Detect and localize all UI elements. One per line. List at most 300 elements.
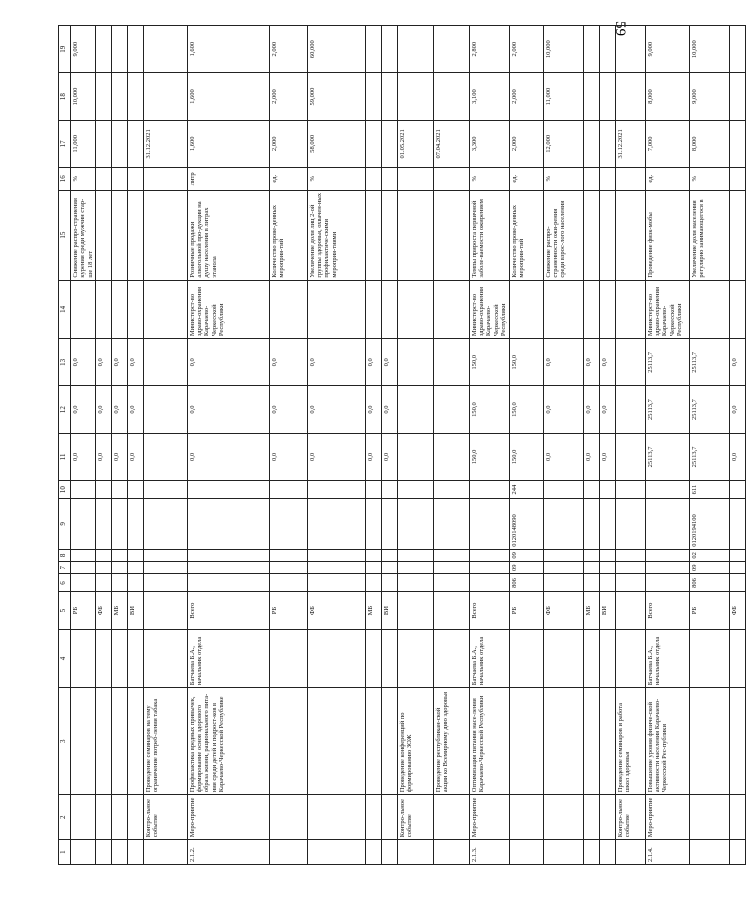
cell-col-11: 0,0 bbox=[269, 433, 307, 480]
cell-col-16 bbox=[397, 168, 433, 191]
cell-col-19: 2,000 bbox=[269, 26, 307, 73]
cell-col-19: 2,800 bbox=[469, 26, 509, 73]
cell-col-3 bbox=[381, 688, 397, 795]
column-number: 18 bbox=[59, 73, 71, 120]
cell-col-15: Снижение распро-страненности ожи-рения среди взрос-лого населения bbox=[543, 190, 583, 280]
cell-col-18: 9,000 bbox=[689, 73, 729, 120]
cell-col-18: 3,100 bbox=[469, 73, 509, 120]
table-row bbox=[381, 26, 397, 865]
cell-col-19 bbox=[143, 26, 187, 73]
cell-col-13 bbox=[397, 339, 433, 386]
cell-col-6 bbox=[71, 574, 96, 592]
cell-col-6 bbox=[599, 574, 615, 592]
cell-col-9 bbox=[187, 499, 269, 550]
cell-col-15: Количество прове-денных мероприя-тий bbox=[509, 190, 543, 280]
cell-col-6 bbox=[127, 574, 143, 592]
cell-col-16: % bbox=[543, 168, 583, 191]
cell-col-5: ФБ bbox=[729, 592, 745, 629]
cell-col-9 bbox=[615, 499, 645, 550]
table-row bbox=[365, 26, 381, 865]
cell-col-6: 806 bbox=[509, 574, 543, 592]
column-number: 7 bbox=[59, 562, 71, 574]
cell-col-1: 2.1.3. bbox=[469, 840, 509, 865]
cell-col-2: Контро-льное событие bbox=[615, 795, 645, 840]
cell-col-16 bbox=[95, 168, 111, 191]
cell-col-5: ФБ bbox=[307, 592, 365, 629]
table-row bbox=[433, 26, 469, 865]
cell-col-14: Министерст-во здраво-охранения Карачаево-Черкесской Республики bbox=[187, 280, 269, 339]
cell-col-16: % bbox=[689, 168, 729, 191]
cell-col-14 bbox=[365, 280, 381, 339]
cell-col-3 bbox=[583, 688, 599, 795]
cell-col-2 bbox=[269, 795, 307, 840]
cell-col-15: Увеличение доли лиц 2-ой группы здоровья, охвачен-ных профилактиче-скими мероприя-тиями bbox=[307, 190, 365, 280]
table-row bbox=[95, 26, 111, 865]
cell-col-3: Оптимизация питания насе-ления Карачаево-Черкесской Республики bbox=[469, 688, 509, 795]
cell-col-3 bbox=[689, 688, 729, 795]
cell-col-17 bbox=[381, 120, 397, 167]
cell-col-19: 9,000 bbox=[645, 26, 689, 73]
cell-col-18: 59,000 bbox=[307, 73, 365, 120]
cell-col-15 bbox=[615, 190, 645, 280]
cell-col-5 bbox=[143, 592, 187, 629]
cell-col-12: 25113,7 bbox=[645, 386, 689, 433]
cell-col-6 bbox=[95, 574, 111, 592]
cell-col-4 bbox=[509, 629, 543, 688]
table-row bbox=[689, 26, 729, 865]
cell-col-10 bbox=[95, 481, 111, 499]
cell-col-6 bbox=[583, 574, 599, 592]
cell-col-19 bbox=[615, 26, 645, 73]
cell-col-14 bbox=[599, 280, 615, 339]
cell-col-1: 2.1.4. bbox=[645, 840, 689, 865]
cell-col-17: 01.05.2021 bbox=[397, 120, 433, 167]
table-row bbox=[469, 26, 509, 865]
cell-col-3: Проведение конференций по формированию ЗОЖ bbox=[397, 688, 433, 795]
cell-col-13: 0,0 bbox=[111, 339, 127, 386]
cell-col-4 bbox=[729, 629, 745, 688]
cell-col-14 bbox=[543, 280, 583, 339]
cell-col-19 bbox=[729, 26, 745, 73]
cell-col-9 bbox=[433, 499, 469, 550]
cell-col-17 bbox=[95, 120, 111, 167]
cell-col-6 bbox=[615, 574, 645, 592]
cell-col-4 bbox=[127, 629, 143, 688]
cell-col-18 bbox=[95, 73, 111, 120]
cell-col-5 bbox=[615, 592, 645, 629]
cell-col-16: ед. bbox=[509, 168, 543, 191]
cell-col-6 bbox=[307, 574, 365, 592]
cell-col-9 bbox=[469, 499, 509, 550]
cell-col-19: 2,000 bbox=[509, 26, 543, 73]
cell-col-8 bbox=[143, 549, 187, 561]
cell-col-4 bbox=[365, 629, 381, 688]
cell-col-19 bbox=[583, 26, 599, 73]
cell-col-13 bbox=[615, 339, 645, 386]
cell-col-5: Всего bbox=[187, 592, 269, 629]
cell-col-4 bbox=[599, 629, 615, 688]
cell-col-4 bbox=[269, 629, 307, 688]
column-number: 19 bbox=[59, 26, 71, 73]
cell-col-4 bbox=[397, 629, 433, 688]
cell-col-16: ед. bbox=[269, 168, 307, 191]
cell-col-17 bbox=[111, 120, 127, 167]
cell-col-6 bbox=[397, 574, 433, 592]
column-number: 16 bbox=[59, 168, 71, 191]
cell-col-15: Снижение распро-странения курения среди мужчин стар-ше 18 лет bbox=[71, 190, 96, 280]
cell-col-16 bbox=[127, 168, 143, 191]
cell-col-6 bbox=[365, 574, 381, 592]
cell-col-9: 0120148090 bbox=[509, 499, 543, 550]
cell-col-3 bbox=[729, 688, 745, 795]
cell-col-2 bbox=[365, 795, 381, 840]
cell-col-2 bbox=[307, 795, 365, 840]
cell-col-7 bbox=[645, 562, 689, 574]
cell-col-19 bbox=[365, 26, 381, 73]
cell-col-18 bbox=[583, 73, 599, 120]
cell-col-9 bbox=[269, 499, 307, 550]
column-number: 15 bbox=[59, 190, 71, 280]
cell-col-7 bbox=[599, 562, 615, 574]
cell-col-16: % bbox=[469, 168, 509, 191]
table-row bbox=[729, 26, 745, 865]
cell-col-5: МБ bbox=[365, 592, 381, 629]
cell-col-18 bbox=[397, 73, 433, 120]
cell-col-11 bbox=[433, 433, 469, 480]
cell-col-11: 0,0 bbox=[71, 433, 96, 480]
cell-col-11: 0,0 bbox=[127, 433, 143, 480]
cell-col-18: 2,000 bbox=[509, 73, 543, 120]
cell-col-17 bbox=[127, 120, 143, 167]
cell-col-7 bbox=[71, 562, 96, 574]
column-number: 5 bbox=[59, 592, 71, 629]
table-row bbox=[307, 26, 365, 865]
cell-col-15 bbox=[397, 190, 433, 280]
cell-col-6: 806 bbox=[689, 574, 729, 592]
cell-col-16: % bbox=[71, 168, 96, 191]
cell-col-1 bbox=[381, 840, 397, 865]
cell-col-5: ФБ bbox=[543, 592, 583, 629]
cell-col-16 bbox=[599, 168, 615, 191]
cell-col-13: 25113,7 bbox=[645, 339, 689, 386]
cell-col-15 bbox=[729, 190, 745, 280]
cell-col-13: 0,0 bbox=[307, 339, 365, 386]
cell-col-8 bbox=[95, 549, 111, 561]
cell-col-15 bbox=[599, 190, 615, 280]
cell-col-12: 0,0 bbox=[95, 386, 111, 433]
cell-col-10 bbox=[729, 481, 745, 499]
cell-col-17 bbox=[729, 120, 745, 167]
cell-col-19: 9,000 bbox=[71, 26, 96, 73]
cell-col-17: 31.12.2021 bbox=[143, 120, 187, 167]
cell-col-14 bbox=[71, 280, 96, 339]
cell-col-14 bbox=[433, 280, 469, 339]
cell-col-10 bbox=[269, 481, 307, 499]
cell-col-19 bbox=[397, 26, 433, 73]
table-row bbox=[615, 26, 645, 865]
cell-col-1 bbox=[127, 840, 143, 865]
cell-col-12: 0,0 bbox=[543, 386, 583, 433]
cell-col-12: 0,0 bbox=[365, 386, 381, 433]
cell-col-9: 0120194100 bbox=[689, 499, 729, 550]
column-number: 8 bbox=[59, 549, 71, 561]
cell-col-3 bbox=[127, 688, 143, 795]
cell-col-15: Проведение физк-мобы bbox=[645, 190, 689, 280]
cell-col-9 bbox=[645, 499, 689, 550]
cell-col-8 bbox=[381, 549, 397, 561]
cell-col-13: 0,0 bbox=[95, 339, 111, 386]
cell-col-13: 0,0 bbox=[381, 339, 397, 386]
cell-col-12: 0,0 bbox=[729, 386, 745, 433]
cell-col-14 bbox=[397, 280, 433, 339]
cell-col-10 bbox=[365, 481, 381, 499]
cell-col-14 bbox=[509, 280, 543, 339]
cell-col-15: Темпы прироста первичной заболе-ваемости ожирением bbox=[469, 190, 509, 280]
cell-col-11 bbox=[143, 433, 187, 480]
cell-col-11: 150,0 bbox=[509, 433, 543, 480]
cell-col-15 bbox=[583, 190, 599, 280]
cell-col-10 bbox=[111, 481, 127, 499]
cell-col-6 bbox=[269, 574, 307, 592]
cell-col-10 bbox=[645, 481, 689, 499]
cell-col-5: МБ bbox=[583, 592, 599, 629]
cell-col-10: 611 bbox=[689, 481, 729, 499]
cell-col-13: 0,0 bbox=[71, 339, 96, 386]
cell-col-5: Всего bbox=[645, 592, 689, 629]
cell-col-1 bbox=[433, 840, 469, 865]
cell-col-15: Увеличение доли населения регулярно занимающегося в bbox=[689, 190, 729, 280]
cell-col-5 bbox=[433, 592, 469, 629]
cell-col-2 bbox=[583, 795, 599, 840]
cell-col-7 bbox=[469, 562, 509, 574]
cell-col-12: 0,0 bbox=[307, 386, 365, 433]
cell-col-7 bbox=[187, 562, 269, 574]
cell-col-8: 02 bbox=[689, 549, 729, 561]
cell-col-4: Батчаева Б.А., начальник отдела bbox=[187, 629, 269, 688]
cell-col-4 bbox=[71, 629, 96, 688]
cell-col-17: 07.04.2021 bbox=[433, 120, 469, 167]
cell-col-9 bbox=[583, 499, 599, 550]
table-row bbox=[599, 26, 615, 865]
cell-col-1 bbox=[509, 840, 543, 865]
cell-col-7 bbox=[583, 562, 599, 574]
cell-col-6 bbox=[433, 574, 469, 592]
cell-col-9 bbox=[729, 499, 745, 550]
cell-col-11: 0,0 bbox=[599, 433, 615, 480]
cell-col-17 bbox=[599, 120, 615, 167]
cell-col-19: 60,000 bbox=[307, 26, 365, 73]
column-number: 14 bbox=[59, 280, 71, 339]
cell-col-2 bbox=[543, 795, 583, 840]
cell-col-3 bbox=[95, 688, 111, 795]
cell-col-3: Проведение республикан-ской акции ко Всемирному дню здоровья bbox=[433, 688, 469, 795]
cell-col-7 bbox=[615, 562, 645, 574]
table-row bbox=[509, 26, 543, 865]
cell-col-5: Всего bbox=[469, 592, 509, 629]
cell-col-8 bbox=[187, 549, 269, 561]
cell-col-8 bbox=[583, 549, 599, 561]
cell-col-15 bbox=[95, 190, 111, 280]
cell-col-12: 150,0 bbox=[509, 386, 543, 433]
cell-col-14 bbox=[307, 280, 365, 339]
cell-col-10 bbox=[187, 481, 269, 499]
column-number: 9 bbox=[59, 499, 71, 550]
cell-col-16: ед. bbox=[645, 168, 689, 191]
cell-col-8 bbox=[433, 549, 469, 561]
cell-col-15 bbox=[111, 190, 127, 280]
cell-col-10 bbox=[583, 481, 599, 499]
cell-col-19 bbox=[599, 26, 615, 73]
cell-col-9 bbox=[365, 499, 381, 550]
cell-col-10: 244 bbox=[509, 481, 543, 499]
cell-col-17: 2,000 bbox=[509, 120, 543, 167]
cell-col-12: 0,0 bbox=[187, 386, 269, 433]
cell-col-13 bbox=[433, 339, 469, 386]
cell-col-10 bbox=[71, 481, 96, 499]
cell-col-7 bbox=[543, 562, 583, 574]
column-number: 3 bbox=[59, 688, 71, 795]
cell-col-9 bbox=[71, 499, 96, 550]
column-number: 17 bbox=[59, 120, 71, 167]
cell-col-5: РБ bbox=[689, 592, 729, 629]
cell-col-15 bbox=[143, 190, 187, 280]
cell-col-14 bbox=[381, 280, 397, 339]
cell-col-13: 0,0 bbox=[187, 339, 269, 386]
cell-col-16: литр bbox=[187, 168, 269, 191]
header-row bbox=[59, 26, 71, 865]
cell-col-4: Батчаева Б.А., начальник отдела bbox=[469, 629, 509, 688]
cell-col-1 bbox=[307, 840, 365, 865]
cell-col-2 bbox=[71, 795, 96, 840]
table-row bbox=[187, 26, 269, 865]
cell-col-15 bbox=[381, 190, 397, 280]
cell-col-18 bbox=[615, 73, 645, 120]
cell-col-8 bbox=[365, 549, 381, 561]
cell-col-17: 58,000 bbox=[307, 120, 365, 167]
cell-col-2: Меро-приятие bbox=[645, 795, 689, 840]
cell-col-12 bbox=[433, 386, 469, 433]
cell-col-4: Батчаева Б.А., начальник отдела bbox=[645, 629, 689, 688]
cell-col-15 bbox=[433, 190, 469, 280]
cell-col-9 bbox=[381, 499, 397, 550]
cell-col-16 bbox=[381, 168, 397, 191]
cell-col-12: 0,0 bbox=[269, 386, 307, 433]
cell-col-1 bbox=[729, 840, 745, 865]
cell-col-2 bbox=[127, 795, 143, 840]
column-number: 6 bbox=[59, 574, 71, 592]
cell-col-4 bbox=[689, 629, 729, 688]
cell-col-14 bbox=[689, 280, 729, 339]
cell-col-14 bbox=[269, 280, 307, 339]
cell-col-19 bbox=[381, 26, 397, 73]
cell-col-9 bbox=[111, 499, 127, 550]
cell-col-7 bbox=[143, 562, 187, 574]
cell-col-8 bbox=[269, 549, 307, 561]
cell-col-2 bbox=[689, 795, 729, 840]
cell-col-11: 0,0 bbox=[583, 433, 599, 480]
cell-col-8 bbox=[729, 549, 745, 561]
cell-col-9 bbox=[127, 499, 143, 550]
cell-col-8 bbox=[615, 549, 645, 561]
cell-col-3: Повышение уровня физиче-ской активности населения Карачаево-Черкесской Рес-публики bbox=[645, 688, 689, 795]
cell-col-10 bbox=[143, 481, 187, 499]
cell-col-13: 0,0 bbox=[365, 339, 381, 386]
cell-col-4 bbox=[583, 629, 599, 688]
cell-col-7 bbox=[365, 562, 381, 574]
cell-col-1 bbox=[365, 840, 381, 865]
table-row bbox=[543, 26, 583, 865]
cell-col-14 bbox=[143, 280, 187, 339]
cell-col-11: 0,0 bbox=[307, 433, 365, 480]
cell-col-4 bbox=[307, 629, 365, 688]
cell-col-1 bbox=[615, 840, 645, 865]
cell-col-15 bbox=[365, 190, 381, 280]
cell-col-14 bbox=[127, 280, 143, 339]
cell-col-10 bbox=[127, 481, 143, 499]
cell-col-10 bbox=[615, 481, 645, 499]
cell-col-5: РБ bbox=[71, 592, 96, 629]
cell-col-5: РБ bbox=[269, 592, 307, 629]
cell-col-8 bbox=[469, 549, 509, 561]
cell-col-3: Проведение семинаров на тему ограничение потреб-ления табака bbox=[143, 688, 187, 795]
cell-col-14: Министерст-во здраво-охранения Карачаево-Черкесской Республики bbox=[469, 280, 509, 339]
cell-col-18 bbox=[143, 73, 187, 120]
cell-col-4 bbox=[143, 629, 187, 688]
cell-col-13: 0,0 bbox=[729, 339, 745, 386]
cell-col-4 bbox=[111, 629, 127, 688]
cell-col-4 bbox=[543, 629, 583, 688]
cell-col-3 bbox=[509, 688, 543, 795]
cell-col-2: Контро-льное событие bbox=[397, 795, 433, 840]
cell-col-5: ВИ bbox=[381, 592, 397, 629]
cell-col-2 bbox=[111, 795, 127, 840]
cell-col-10 bbox=[469, 481, 509, 499]
cell-col-8 bbox=[397, 549, 433, 561]
table-row bbox=[143, 26, 187, 865]
cell-col-15: Розничные продажи алкогольной про-дукции на душу населения в литрах этанола bbox=[187, 190, 269, 280]
cell-col-16 bbox=[583, 168, 599, 191]
cell-col-18 bbox=[111, 73, 127, 120]
cell-col-10 bbox=[433, 481, 469, 499]
cell-col-1 bbox=[689, 840, 729, 865]
column-number: 10 bbox=[59, 481, 71, 499]
cell-col-3 bbox=[543, 688, 583, 795]
cell-col-12 bbox=[615, 386, 645, 433]
cell-col-1 bbox=[269, 840, 307, 865]
cell-col-16 bbox=[111, 168, 127, 191]
cell-col-12: 0,0 bbox=[111, 386, 127, 433]
cell-col-18 bbox=[599, 73, 615, 120]
cell-col-9 bbox=[95, 499, 111, 550]
cell-col-7: 09 bbox=[689, 562, 729, 574]
cell-col-11: 0,0 bbox=[381, 433, 397, 480]
cell-col-12 bbox=[143, 386, 187, 433]
cell-col-18 bbox=[127, 73, 143, 120]
cell-col-13: 0,0 bbox=[543, 339, 583, 386]
cell-col-16 bbox=[365, 168, 381, 191]
cell-col-7 bbox=[433, 562, 469, 574]
cell-col-11: 25113,7 bbox=[645, 433, 689, 480]
cell-col-8 bbox=[599, 549, 615, 561]
cell-col-18: 8,000 bbox=[645, 73, 689, 120]
cell-col-5: ВИ bbox=[127, 592, 143, 629]
cell-col-17: 11,000 bbox=[71, 120, 96, 167]
cell-col-16 bbox=[729, 168, 745, 191]
cell-col-16: % bbox=[307, 168, 365, 191]
cell-col-7 bbox=[729, 562, 745, 574]
cell-col-12: 0,0 bbox=[71, 386, 96, 433]
cell-col-3 bbox=[365, 688, 381, 795]
